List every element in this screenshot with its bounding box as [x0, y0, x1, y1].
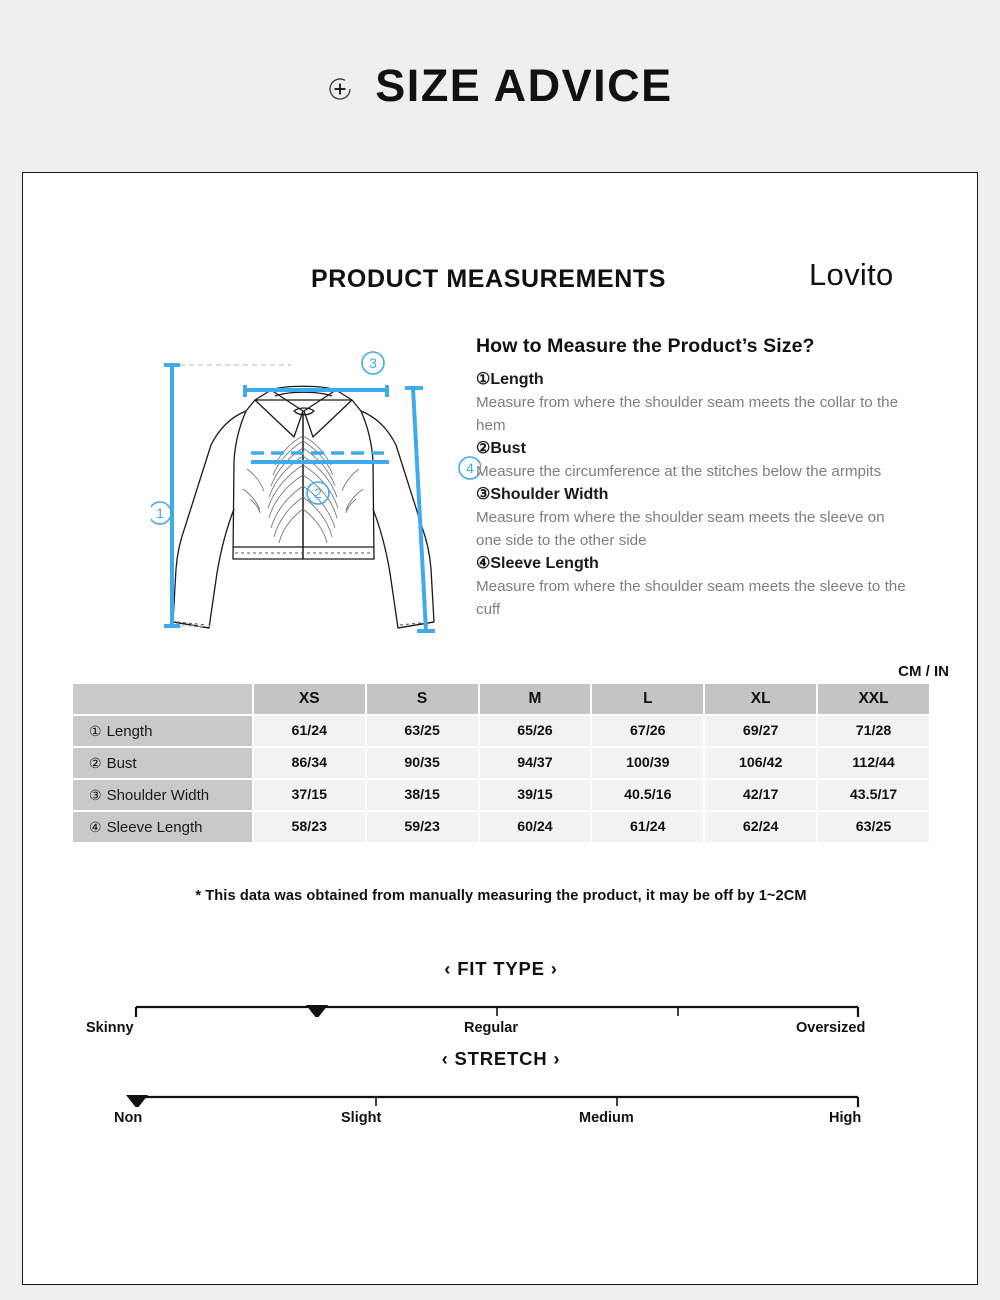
how-to-label: ②Bust	[476, 440, 526, 457]
svg-text:4: 4	[466, 460, 474, 476]
how-to-label: ①Length	[476, 371, 544, 388]
stretch-label-non: Non	[114, 1110, 143, 1126]
page-title: SIZE ADVICE	[375, 60, 673, 111]
row-label-bust	[73, 748, 252, 778]
section-title: PRODUCT MEASUREMENTS	[311, 265, 667, 293]
cell-bust-xl: 106/42	[705, 748, 816, 778]
stretch-label-high: High	[829, 1110, 862, 1126]
cell-shoulder-xl: 42/17	[705, 780, 816, 810]
cell-length-xxl: 71/28	[818, 716, 929, 746]
page-header	[0, 0, 1000, 172]
svg-text:2: 2	[314, 485, 322, 501]
row-marker: ②	[89, 754, 102, 771]
cell-sleeve-xl: 62/24	[705, 812, 816, 842]
cell-bust-xs: 86/34	[254, 748, 365, 778]
cell-length-m: 65/26	[480, 716, 591, 746]
table-header-xxl: XXL	[818, 684, 929, 714]
how-to-title: How to Measure the Product’s Size?	[476, 335, 815, 357]
how-to-desc: Measure the circumference at the stitches below the armpits	[476, 463, 882, 480]
cell-bust-l: 100/39	[592, 748, 703, 778]
table-header-m: M	[480, 684, 591, 714]
cell-length-xl: 69/27	[705, 716, 816, 746]
table-row	[73, 716, 929, 746]
row-label-shoulder-width	[73, 780, 252, 810]
table-header-s: S	[367, 684, 478, 714]
row-marker: ①	[89, 722, 102, 739]
table-row	[73, 780, 929, 810]
brand-logo: Lovito	[809, 257, 894, 292]
cell-shoulder-l: 40.5/16	[592, 780, 703, 810]
section-header	[23, 257, 979, 309]
size-chart-card	[22, 172, 978, 1285]
units-label: CM / IN	[898, 663, 949, 680]
fit-type-marker	[306, 1005, 328, 1017]
table-row	[73, 812, 929, 842]
table-header-xl: XL	[705, 684, 816, 714]
table-corner-cell	[73, 684, 252, 714]
stretch-axis	[23, 1085, 979, 1107]
how-to-item-shoulder-width	[476, 483, 906, 552]
fit-type-labels	[23, 1020, 979, 1042]
cell-bust-s: 90/35	[367, 748, 478, 778]
how-to-item-bust	[476, 437, 906, 483]
cell-shoulder-xxl: 43.5/17	[818, 780, 929, 810]
garment-illustration	[151, 341, 481, 651]
table-header-row	[73, 684, 929, 714]
how-to-label: ④Sleeve Length	[476, 555, 599, 572]
cell-sleeve-xs: 58/23	[254, 812, 365, 842]
fit-type-title: ‹ FIT TYPE ›	[444, 958, 558, 979]
measurement-disclaimer: * This data was obtained from manually measuring the product, it may be off by 1~2CM	[195, 888, 807, 904]
how-to-item-length	[476, 368, 906, 437]
table-row	[73, 748, 929, 778]
stretch-labels	[23, 1110, 979, 1132]
fit-type-label-oversized: Oversized	[796, 1020, 866, 1036]
cell-sleeve-m: 60/24	[480, 812, 591, 842]
cell-bust-m: 94/37	[480, 748, 591, 778]
fit-type-axis	[23, 995, 979, 1017]
svg-text:3: 3	[369, 355, 377, 371]
cell-sleeve-xxl: 63/25	[818, 812, 929, 842]
fit-type-label-skinny: Skinny	[86, 1020, 134, 1036]
row-marker: ③	[89, 786, 102, 803]
row-label-text: Length	[106, 722, 153, 740]
cell-sleeve-s: 59/23	[367, 812, 478, 842]
cell-sleeve-l: 61/24	[592, 812, 703, 842]
cell-shoulder-m: 39/15	[480, 780, 591, 810]
how-to-desc: Measure from where the shoulder seam meets the sleeve to the cuff	[476, 578, 906, 618]
stretch-label-medium: Medium	[579, 1110, 634, 1126]
row-label-text: Sleeve Length	[106, 818, 203, 836]
how-to-label: ③Shoulder Width	[476, 486, 609, 503]
stretch-marker	[126, 1095, 148, 1107]
table-header-xs: XS	[254, 684, 365, 714]
cell-length-l: 67/26	[592, 716, 703, 746]
row-label-length	[73, 716, 252, 746]
how-to-desc: Measure from where the shoulder seam meets the collar to the hem	[476, 394, 899, 434]
row-label-sleeve-length	[73, 812, 252, 842]
plus-circle-icon	[327, 76, 353, 102]
stretch-title: ‹ STRETCH ›	[441, 1048, 561, 1069]
row-marker: ④	[89, 818, 102, 835]
row-label-text: Shoulder Width	[106, 786, 210, 804]
measurements-table	[73, 684, 929, 844]
stretch-label-slight: Slight	[341, 1110, 382, 1126]
row-label-text: Bust	[106, 754, 137, 772]
fit-type-label-regular: Regular	[464, 1020, 518, 1036]
table-header-l: L	[592, 684, 703, 714]
how-to-desc: Measure from where the shoulder seam meets the sleeve on one side to the other side	[476, 509, 885, 549]
cell-length-s: 63/25	[367, 716, 478, 746]
svg-text:1: 1	[156, 505, 164, 521]
cell-length-xs: 61/24	[254, 716, 365, 746]
cell-bust-xxl: 112/44	[818, 748, 929, 778]
stretch-scale	[23, 1048, 979, 1132]
how-to-item-sleeve-length	[476, 552, 906, 621]
cell-shoulder-xs: 37/15	[254, 780, 365, 810]
cell-shoulder-s: 38/15	[367, 780, 478, 810]
fit-type-scale	[23, 958, 979, 1042]
how-to-measure-block	[476, 335, 906, 621]
